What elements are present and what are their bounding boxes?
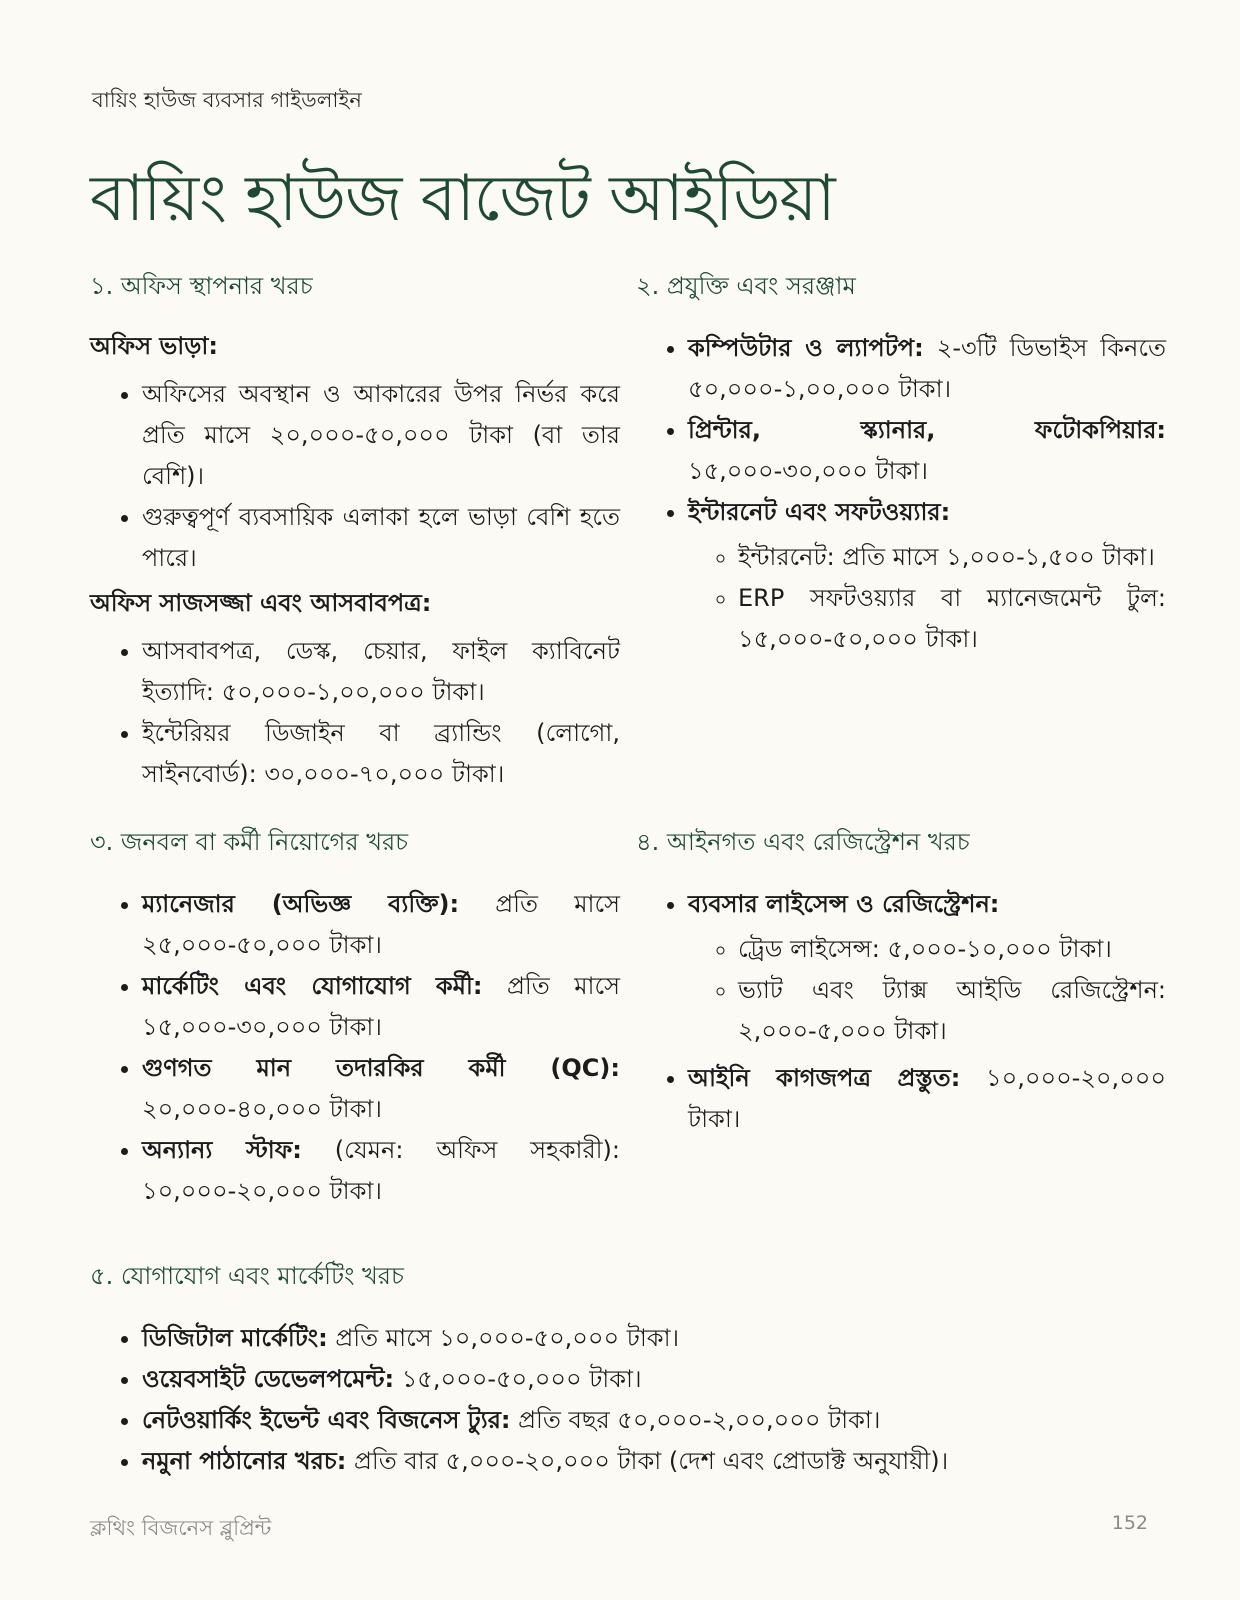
- item-label: প্রিন্টার, স্ক্যানার, ফটোকপিয়ার:: [688, 416, 1166, 444]
- section-heading: ৪. আইনগত এবং রেজিস্ট্রেশন খরচ: [636, 828, 970, 856]
- list-item: • অফিসের অবস্থান ও আকারের উপর নির্ভর করে প্রতি মাসে ২০,০০০-৫০,০০০ টাকা (বা তার বেশি)।: [142, 374, 620, 497]
- subsection-heading: অফিস ভাড়া:: [90, 332, 218, 360]
- list-item: [688, 492, 1166, 660]
- section-legal-registration: [636, 824, 1166, 1146]
- section-communication-marketing: [90, 1258, 1150, 1488]
- section-heading: ৫. যোগাযোগ এবং মার্কেটিং খরচ: [90, 1262, 404, 1290]
- item-text: ২০,০০০-৪০,০০০ টাকা।: [142, 1095, 382, 1123]
- item-text: প্রতি বছর ৫০,০০০-২,০০,০০০ টাকা।: [510, 1406, 881, 1434]
- list-item: [688, 410, 1166, 492]
- item-label: নমুনা পাঠানোর খরচ:: [142, 1447, 347, 1475]
- list-item: [142, 966, 620, 1048]
- list-item: • ইন্টেরিয়র ডিজাইন বা ব্র্যান্ডিং (লোগো, সাইনবোর্ড): ৩০,০০০-৭০,০০০ টাকা।: [142, 713, 620, 795]
- running-head: বায়িং হাউজ ব্যবসার গাইডলাইন: [92, 88, 362, 112]
- bullet-list: [90, 374, 620, 579]
- list-item: [142, 1441, 1150, 1482]
- item-text: ২-৩টি ডিভাইস কিনতে ৫০,০০০-১,০০,০০০ টাকা।: [688, 334, 1166, 403]
- subsection-heading: অফিস সাজসজ্জা এবং আসবাবপত্র:: [90, 589, 432, 617]
- sub-bullet-list: [688, 537, 1166, 660]
- footer-book-title: ক্লথিং বিজনেস ব্লুপ্রিন্ট: [90, 1516, 272, 1540]
- list-item: [142, 1048, 620, 1130]
- list-item: • আসবাবপত্র, ডেস্ক, চেয়ার, ফাইল ক্যাবিনেট ইত্যাদি: ৫০,০০০-১,০০,০০০ টাকা।: [142, 631, 620, 713]
- section-technology-equipment: [636, 268, 1166, 666]
- list-item: [142, 1318, 1150, 1359]
- item-label: অন্যান্য স্টাফ:: [142, 1136, 302, 1164]
- sub-list-item: ◦ ইন্টারনেট: প্রতি মাসে ১,০০০-১,৫০০ টাকা।: [738, 537, 1166, 578]
- bullet-list: [636, 884, 1166, 1140]
- item-label: আইনি কাগজপত্র প্রস্তুত:: [688, 1064, 961, 1092]
- bullet-list: [636, 328, 1166, 660]
- section-heading: ১. অফিস স্থাপনার খরচ: [90, 272, 313, 300]
- bullet-list: [90, 1318, 1150, 1482]
- item-text: প্রতি মাসে ২৫,০০০-৫০,০০০ টাকা।: [142, 890, 620, 959]
- list-item: • গুরুত্বপূর্ণ ব্যবসায়িক এলাকা হলে ভাড়া বেশি হতে পারে।: [142, 497, 620, 579]
- list-item: [688, 1058, 1166, 1140]
- list-item: [142, 1130, 620, 1212]
- item-label: মার্কেটিং এবং যোগাযোগ কর্মী:: [142, 972, 483, 1000]
- item-text: প্রতি মাসে ১০,০০০-৫০,০০০ টাকা।: [327, 1324, 680, 1352]
- item-label: ডিজিটাল মার্কেটিং:: [142, 1324, 328, 1352]
- bullet-list: [90, 631, 620, 795]
- section-staffing: [90, 824, 620, 1218]
- item-label: ইন্টারনেট এবং সফটওয়্যার:: [688, 498, 951, 526]
- bullet-list: [90, 884, 620, 1212]
- item-text: ১০,০০০-২০,০০০ টাকা।: [688, 1064, 1166, 1133]
- sub-list-item: ◦ ERP সফটওয়্যার বা ম্যানেজমেন্ট টুল: ১৫,০০০-৫০,০০০ টাকা।: [738, 578, 1166, 660]
- item-label: নেটওয়ার্কিং ইভেন্ট এবং বিজনেস ট্যুর:: [142, 1406, 511, 1434]
- page-number: 152: [1111, 1512, 1148, 1534]
- item-label: ম্যানেজার (অভিজ্ঞ ব্যক্তি):: [142, 890, 460, 918]
- sub-bullet-list: [688, 929, 1166, 1052]
- item-text: প্রতি বার ৫,০০০-২০,০০০ টাকা (দেশ এবং প্রোডাক্ট অনুযায়ী)।: [346, 1447, 949, 1475]
- item-text: ১৫,০০০-৫০,০০০ টাকা।: [394, 1365, 642, 1393]
- item-label: ওয়েবসাইট ডেভেলপমেন্ট:: [142, 1365, 395, 1393]
- item-text: প্রতি মাসে ১৫,০০০-৩০,০০০ টাকা।: [142, 972, 620, 1041]
- item-label: ব্যবসার লাইসেন্স ও রেজিস্ট্রেশন:: [688, 890, 1000, 918]
- sub-list-item: ◦ ট্রেড লাইসেন্স: ৫,০০০-১০,০০০ টাকা।: [738, 929, 1166, 970]
- page-title: বায়িং হাউজ বাজেট আইডিয়া: [90, 162, 835, 236]
- list-item: [688, 328, 1166, 410]
- item-label: গুণগত মান তদারকির কর্মী (QC):: [142, 1054, 620, 1082]
- section-office-setup: [90, 268, 620, 801]
- list-item: [688, 884, 1166, 1052]
- section-heading: ২. প্রযুক্তি এবং সরঞ্জাম: [636, 272, 856, 300]
- list-item: [142, 1359, 1150, 1400]
- section-heading: ৩. জনবল বা কর্মী নিয়োগের খরচ: [90, 828, 409, 856]
- item-text: ১৫,০০০-৩০,০০০ টাকা।: [688, 457, 928, 485]
- sub-list-item: ◦ ভ্যাট এবং ট্যাক্স আইডি রেজিস্ট্রেশন: ২,০০০-৫,০০০ টাকা।: [738, 970, 1166, 1052]
- item-label: কম্পিউটার ও ল্যাপটপ:: [688, 334, 924, 362]
- list-item: [142, 1400, 1150, 1441]
- item-text: (যেমন: অফিস সহকারী): ১০,০০০-২০,০০০ টাকা।: [142, 1136, 621, 1205]
- list-item: [142, 884, 620, 966]
